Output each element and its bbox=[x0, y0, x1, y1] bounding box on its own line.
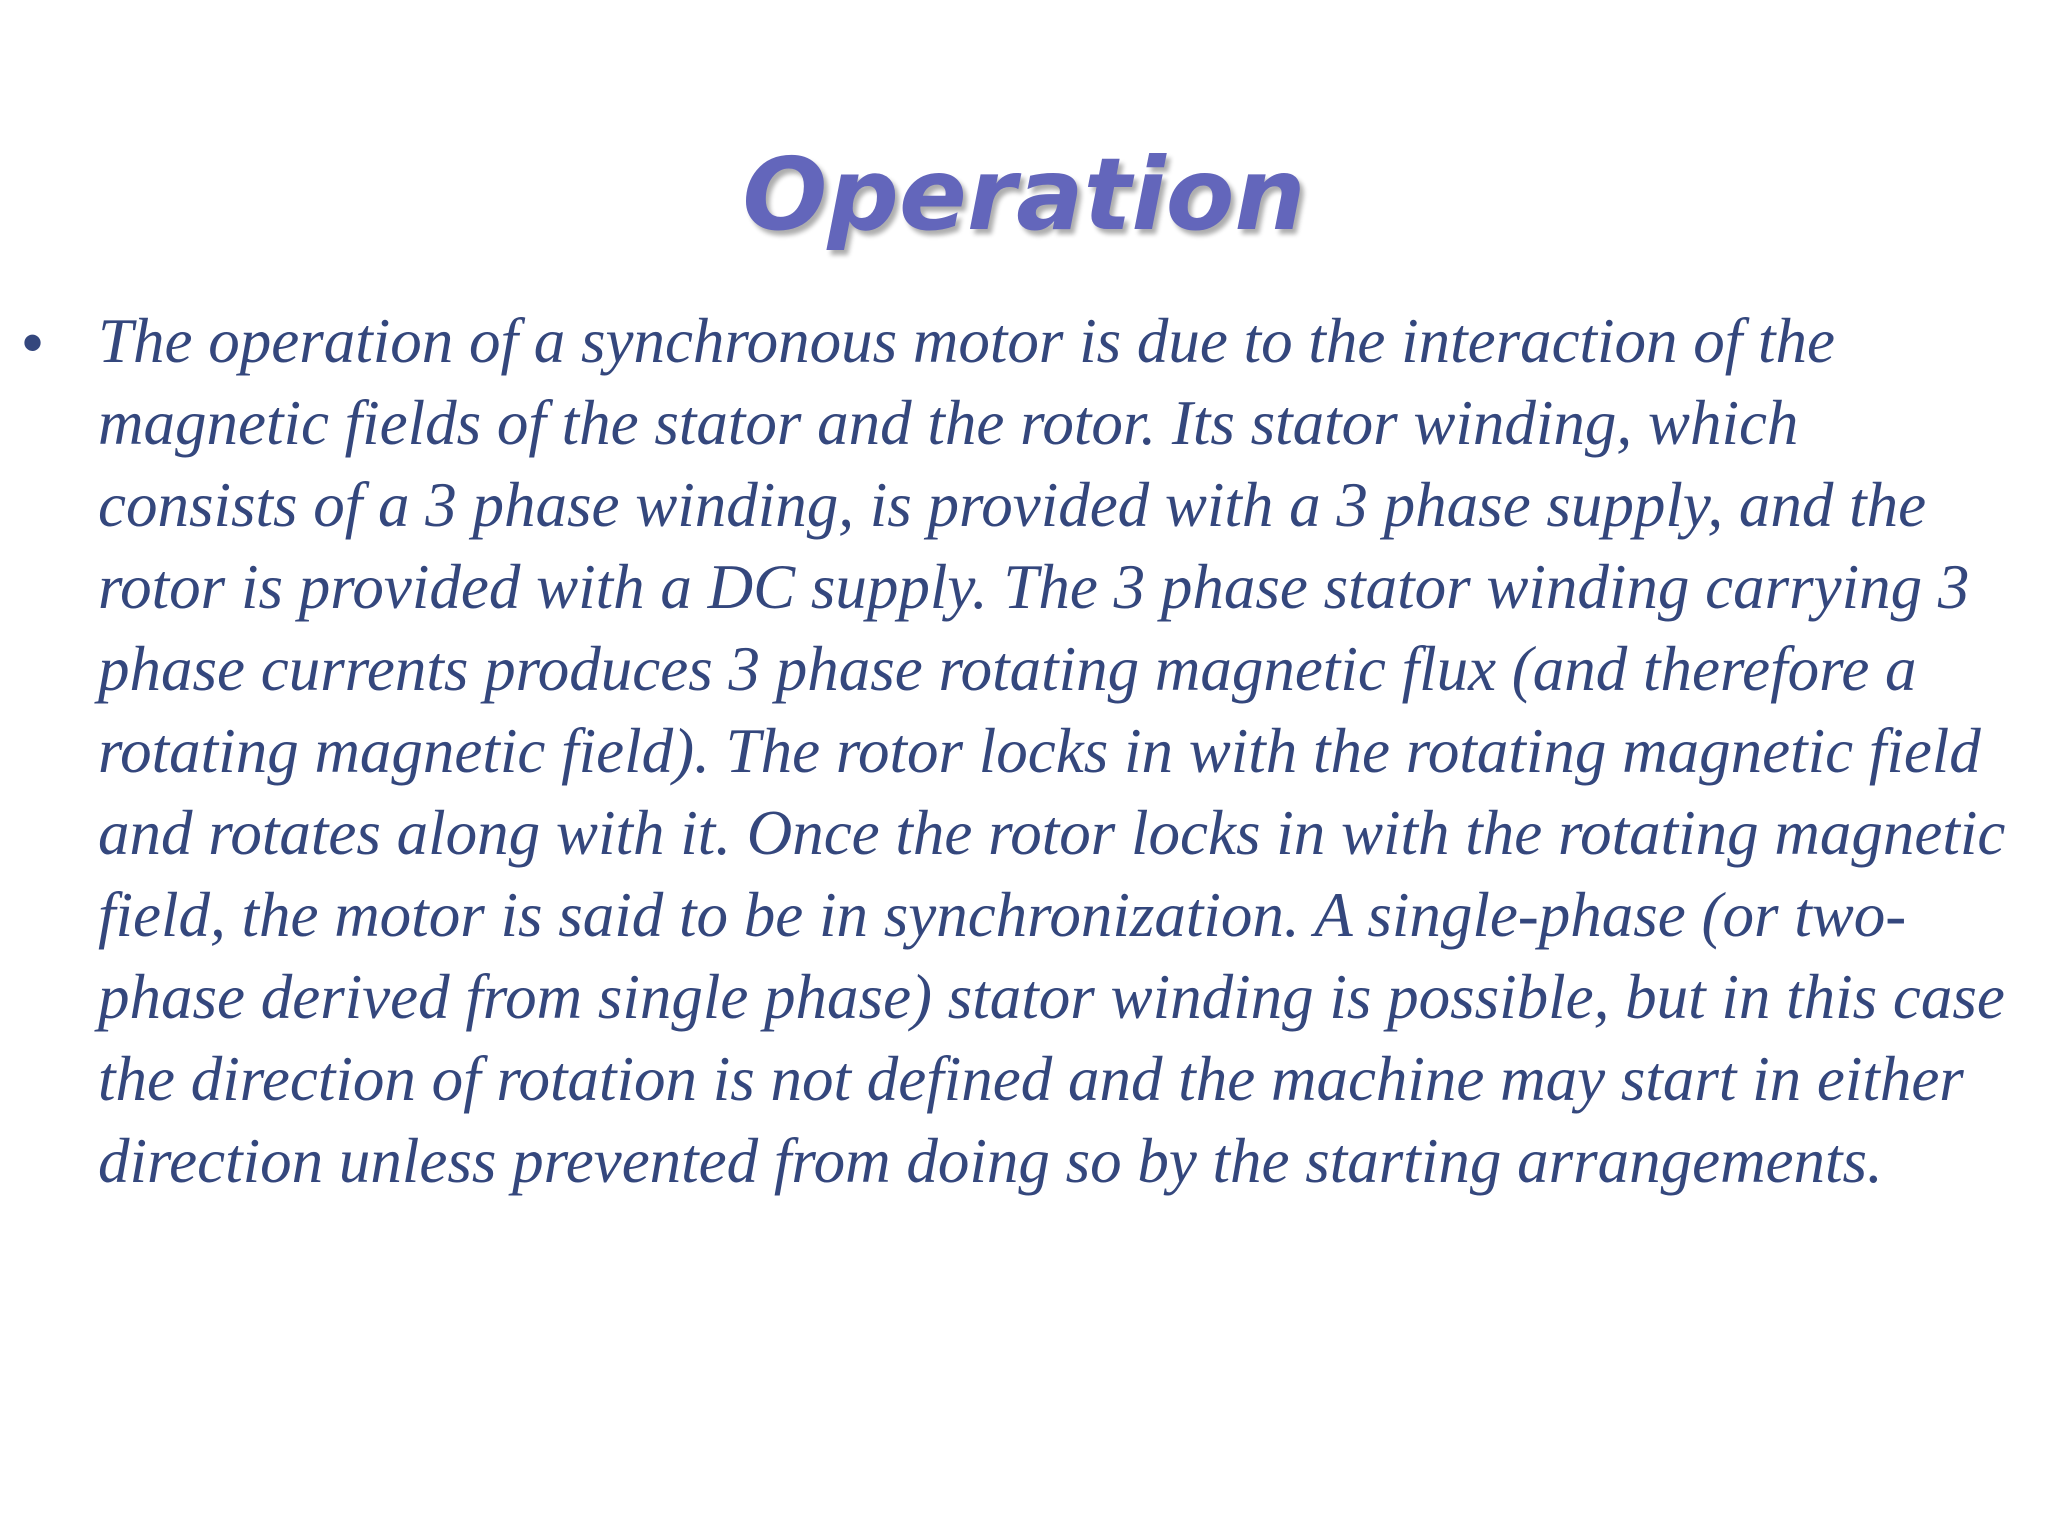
bullet-text: The operation of a synchronous motor is due to the interaction of the magnetic fields of the stator and the rotor. Its stator winding, which consists of a 3 phase winding, is provided with a 3 phase supply, and the rotor is provided with a DC supply. The 3 phase stator winding carrying 3 phase currents produces 3 phase rotating magnetic flux (and therefore a rotating magnetic field). The rotor locks in with the rotating magnetic field and rotates along with it. Once the rotor locks in with the rotating magnetic field, the motor is said to be in synchronization. A single-phase (or two-phase derived from single phase) stator winding is possible, but in this case the direction of rotation is not defined and the machine may start in either direction unless prevented from doing so by the starting arrangements. bbox=[98, 306, 2006, 1196]
bullet-marker: • bbox=[22, 309, 44, 376]
bullet-item bbox=[0, 300, 2048, 1202]
bullet-list bbox=[0, 300, 2048, 1202]
slide-title: Operation bbox=[742, 136, 1306, 253]
